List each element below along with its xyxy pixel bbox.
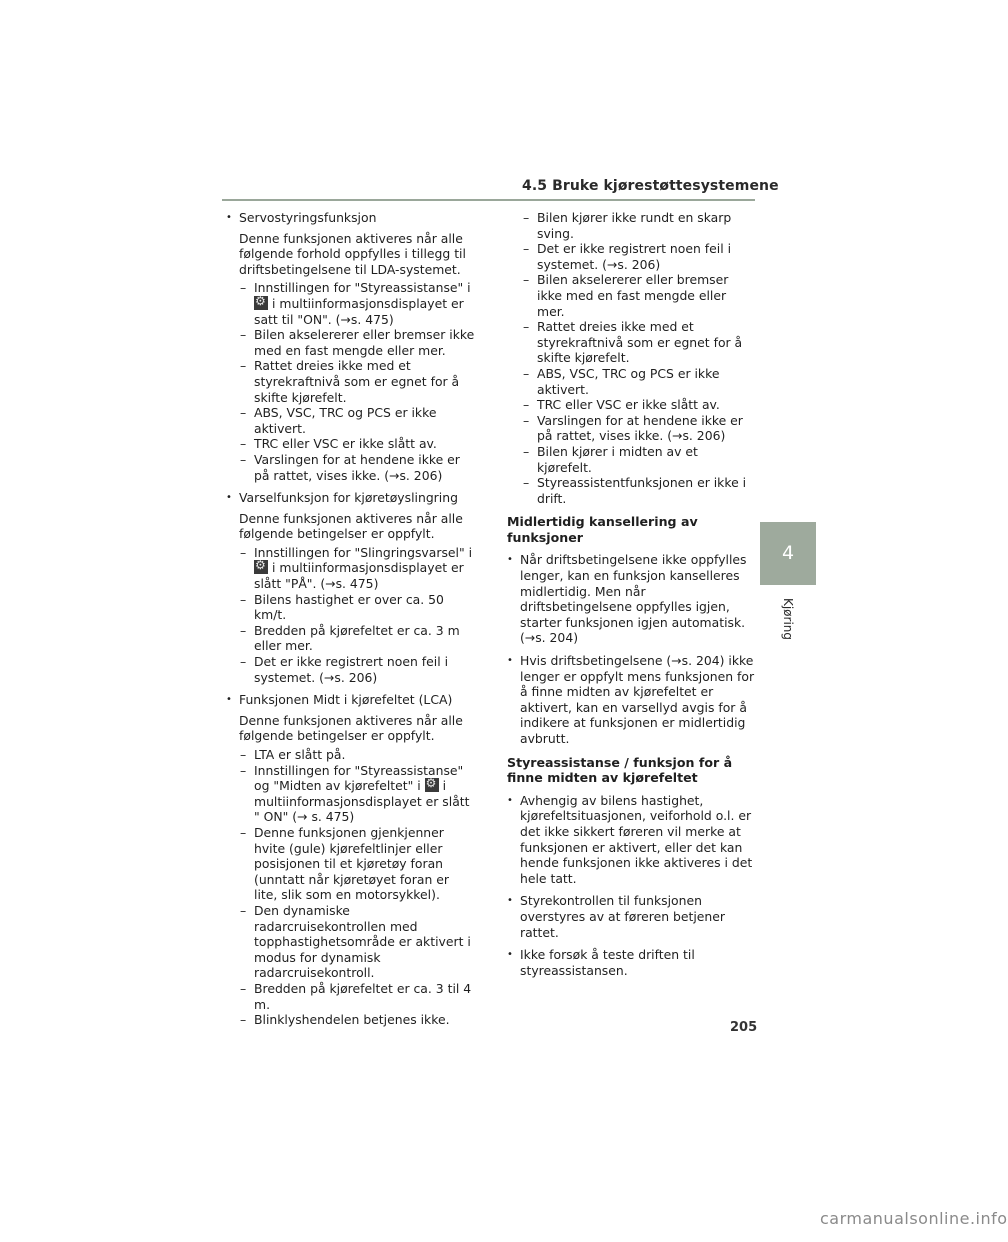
dash-list <box>240 545 476 685</box>
bullet-item: • Når driftsbetingelsene ikke oppfylles lenger, kan en funksjon kanselleres midlertidig. Men når driftsbetingelsene oppfylles igjen, starter funksjonen igjen automatisk. (→s. 204) <box>507 552 755 646</box>
dash-mark: – <box>523 272 530 288</box>
bullet-item <box>226 692 476 708</box>
dash-mark: – <box>240 358 247 374</box>
dash-item: – Innstillingen for "Styreassistanse" i ⚙i multiinformasjonsdisplayet er satt til "ON". (→s. 475) <box>240 280 476 327</box>
dash-item: – Varslingen for at hendene ikke er på rattet, vises ikke. (→s. 206) <box>240 451 460 483</box>
bullet-item: • Avhengig av bilens hastighet, kjørefeltsituasjonen, veiforhold o.l. er det ikke sikkert føreren vil merke at funksjonen er aktivert, eller det kan hende funksjonen ikke aktiveres i det hele tatt. <box>507 793 755 887</box>
bullet-text: • Varselfunksjon for kjøretøyslingring <box>239 490 458 506</box>
dash-mark: – <box>240 654 247 670</box>
dash-item: – Den dynamiske radarcruisekontrollen med topphastighetsområde er aktivert i modus for dynamisk radarcruisekontroll. <box>240 902 471 981</box>
dash-list <box>240 747 476 1028</box>
dash-item: – Bilen akselererer eller bremser ikke med en fast mengde eller mer. <box>240 327 475 358</box>
dash-item: – Blinklyshendelen betjenes ikke. <box>240 1012 450 1028</box>
dash-item: – Det er ikke registrert noen feil i systemet. (→s. 206) <box>240 654 449 685</box>
dash-mark: – <box>240 980 247 996</box>
dash-item: – TRC eller VSC er ikke slått av. <box>240 436 437 452</box>
dash-mark: – <box>240 824 247 840</box>
dash-item: – TRC eller VSC er ikke slått av. <box>523 397 720 413</box>
dash-item: – Det er ikke registrert noen feil i systemet. (→s. 206) <box>523 241 732 272</box>
dash-mark: – <box>240 405 247 421</box>
watermark: carmanualsonline.info <box>820 1209 1008 1228</box>
section-heading: Midlertidig kansellering av funksjoner <box>507 514 698 545</box>
dash-item: – ABS, VSC, TRC og PCS er ikke aktivert. <box>523 365 720 397</box>
dash-item: – Bilen akselererer eller bremser ikke med en fast mengde eller mer. <box>523 272 729 319</box>
dash-item: – Bilen kjører ikke rundt en skarp sving. <box>523 210 732 241</box>
dash-mark: – <box>240 280 247 296</box>
dash-mark: – <box>240 762 247 778</box>
dash-list <box>240 280 476 483</box>
dash-item: – Bilen kjører i midten av et kjørefelt. <box>523 443 698 475</box>
bullet-item: • Styrekontrollen til funksjonen overstyres av at føreren betjener rattet. <box>507 893 755 940</box>
dash-mark: – <box>523 475 530 491</box>
settings-icon <box>425 778 439 792</box>
dash-mark: – <box>240 747 247 762</box>
right-column <box>507 210 755 978</box>
paragraph: Denne funksjonen aktiveres når alle følgende betingelser er oppfylt. <box>239 510 463 542</box>
dash-item: – Bredden på kjørefeltet er ca. 3 m eller mer. <box>240 622 460 654</box>
chapter-tab-label: Kjøring <box>781 597 795 641</box>
left-column <box>226 210 476 1028</box>
dash-mark: – <box>240 591 247 607</box>
header-rule <box>222 199 755 201</box>
paragraph: Denne funksjonen aktiveres når alle følgende forhold oppfylles i tillegg til driftsbetingelsene til LDA-systemet. <box>239 230 466 277</box>
bullet-item: • Ikke forsøk å teste driften til styreassistansen. <box>507 947 755 978</box>
bullet-item <box>226 210 476 226</box>
bullet-text: • Funksjonen Midt i kjørefeltet (LCA) <box>239 692 453 708</box>
bullet-item <box>226 490 476 506</box>
dash-mark: – <box>240 327 247 343</box>
chapter-header: 4.5 Bruke kjørestøttesystemene <box>522 178 779 194</box>
dash-mark: – <box>523 319 530 335</box>
bullet-item: • Hvis driftsbetingelsene (→s. 204) ikke lenger er oppfylt mens funksjonen for å finne midten av kjørefeltet er aktivert, kan en varsellyd avgis for å indikere at funksjonen er midlertidig avbrutt. <box>507 653 755 747</box>
dash-mark: – <box>240 1012 247 1028</box>
dash-mark: – <box>523 365 530 381</box>
dash-list-continued <box>507 210 755 506</box>
dash-mark: – <box>523 443 530 459</box>
dash-mark: – <box>240 451 247 467</box>
dash-item: – Styreassistentfunksjonen er ikke i drift. <box>523 475 747 506</box>
dash-item: – Denne funksjonen gjenkjenner hvite (gule) kjørefeltlinjer eller posisjonen til et kjøretøy foran (unntatt når kjøretøyet foran er lite, slik som en motorsykkel). <box>240 824 449 903</box>
dash-item: – Innstillingen for "Slingringsvarsel" i ⚙i multiinformasjonsdisplayet er slått "PÅ". (→s. 475) <box>240 545 476 592</box>
dash-item: – Varslingen for at hendene ikke er på rattet, vises ikke. (→s. 206) <box>523 412 743 444</box>
dash-mark: – <box>240 544 247 560</box>
settings-icon <box>254 560 268 574</box>
dash-item: – Bilens hastighet er over ca. 50 km/t. <box>240 591 444 623</box>
dash-mark: – <box>523 241 530 257</box>
dash-mark: – <box>523 412 530 428</box>
dash-mark: – <box>240 436 247 452</box>
dash-mark: – <box>240 622 247 638</box>
settings-icon <box>254 296 268 310</box>
chapter-tab: 4 <box>760 522 816 585</box>
dash-item: – ABS, VSC, TRC og PCS er ikke aktivert. <box>240 405 437 436</box>
bullet-text: • Servostyringsfunksjon <box>239 210 377 225</box>
dash-item: – Rattet dreies ikke med et styrekraftnivå som er egnet for å skifte kjørefelt. <box>523 319 743 366</box>
dash-mark: – <box>523 397 530 413</box>
dash-item: – Rattet dreies ikke med et styrekraftnivå som er egnet for å skifte kjørefelt. <box>240 358 460 405</box>
dash-item: – LTA er slått på. <box>240 747 346 762</box>
dash-item: – Innstillingen for "Styreassistanse" og "Midten av kjørefeltet" i ⚙ i multiinformasjonsdisplayet er slått " ON" (→ s. 475) <box>240 763 476 825</box>
section-heading: Styreassistanse / funksjon for å finne midten av kjørefeltet <box>507 754 733 786</box>
dash-item: – Bredden på kjørefeltet er ca. 3 til 4 m. <box>240 980 472 1012</box>
dash-mark: – <box>240 902 247 918</box>
paragraph: Denne funksjonen aktiveres når alle følgende betingelser er oppfylt. <box>239 712 463 744</box>
page-number: 205 <box>730 1020 758 1035</box>
dash-mark: – <box>523 210 530 225</box>
